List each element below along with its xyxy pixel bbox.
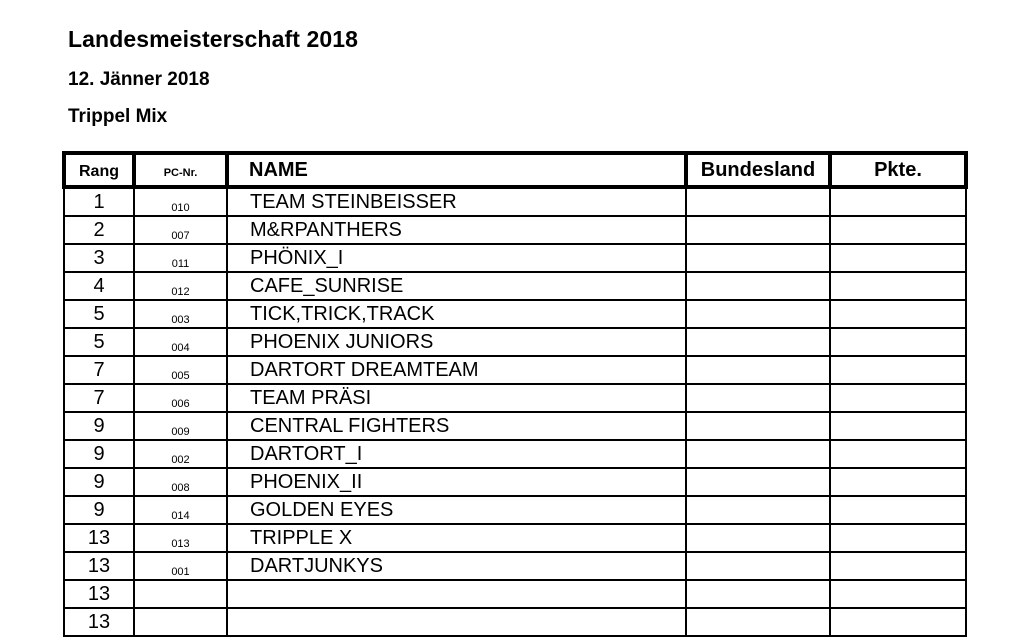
- rang-cell: 13: [64, 552, 134, 580]
- pc-nr-cell: 005: [134, 356, 227, 384]
- rang-cell: 5: [64, 300, 134, 328]
- rang-cell: 4: [64, 272, 134, 300]
- table-row: [64, 384, 966, 412]
- rang-cell: 13: [64, 608, 134, 636]
- bundesland-cell: [686, 524, 830, 552]
- table-row: [64, 272, 966, 300]
- pc-nr-cell: [134, 580, 227, 608]
- pc-nr-cell: [134, 608, 227, 636]
- bundesland-cell: [686, 300, 830, 328]
- rang-cell: 13: [64, 524, 134, 552]
- team-name-cell: CENTRAL FIGHTERS: [227, 412, 686, 440]
- pc-nr-cell: 014: [134, 496, 227, 524]
- table-row: [64, 608, 966, 636]
- pc-nr-cell: 001: [134, 552, 227, 580]
- pc-nr-cell: 004: [134, 328, 227, 356]
- rang-cell: 9: [64, 496, 134, 524]
- rang-cell: 7: [64, 384, 134, 412]
- rang-cell: 9: [64, 412, 134, 440]
- pc-nr-cell: 013: [134, 524, 227, 552]
- team-name-cell: CAFE_SUNRISE: [227, 272, 686, 300]
- team-name-cell: PHÖNIX_I: [227, 244, 686, 272]
- team-name-cell: GOLDEN EYES: [227, 496, 686, 524]
- document-title: Landesmeisterschaft 2018: [68, 26, 359, 52]
- pc-nr-cell: 012: [134, 272, 227, 300]
- team-name-cell: PHOENIX_II: [227, 468, 686, 496]
- results-table: [62, 151, 968, 637]
- bundesland-cell: [686, 440, 830, 468]
- pc-nr-cell: 011: [134, 244, 227, 272]
- table-row: [64, 524, 966, 552]
- team-name-cell: [227, 580, 686, 608]
- results-table-body: [64, 187, 966, 636]
- points-cell: [830, 272, 966, 300]
- table-row: [64, 468, 966, 496]
- pc-nr-cell: 006: [134, 384, 227, 412]
- column-header-rang: Rang: [64, 153, 134, 187]
- document-category: Trippel Mix: [68, 106, 168, 127]
- pc-nr-cell: 007: [134, 216, 227, 244]
- bundesland-cell: [686, 608, 830, 636]
- bundesland-cell: [686, 187, 830, 216]
- table-row: [64, 580, 966, 608]
- points-cell: [830, 496, 966, 524]
- column-header-bundesland: Bundesland: [686, 153, 830, 187]
- bundesland-cell: [686, 356, 830, 384]
- table-row: [64, 328, 966, 356]
- points-cell: [830, 300, 966, 328]
- team-name-cell: TEAM PRÄSI: [227, 384, 686, 412]
- header-row: [64, 153, 966, 187]
- table-row: [64, 216, 966, 244]
- points-cell: [830, 244, 966, 272]
- table-row: [64, 244, 966, 272]
- column-header-pkte: Pkte.: [830, 153, 966, 187]
- points-cell: [830, 524, 966, 552]
- bundesland-cell: [686, 580, 830, 608]
- pc-nr-cell: 009: [134, 412, 227, 440]
- team-name-cell: TICK,TRICK,TRACK: [227, 300, 686, 328]
- rang-cell: 9: [64, 468, 134, 496]
- rang-cell: 1: [64, 187, 134, 216]
- bundesland-cell: [686, 552, 830, 580]
- results-table-container: [62, 151, 966, 633]
- team-name-cell: DARTJUNKYS: [227, 552, 686, 580]
- points-cell: [830, 552, 966, 580]
- column-header-pc-nr: PC-Nr.: [134, 153, 227, 187]
- team-name-cell: DARTORT DREAMTEAM: [227, 356, 686, 384]
- bundesland-cell: [686, 412, 830, 440]
- document-date: 12. Jänner 2018: [68, 69, 210, 90]
- table-row: [64, 412, 966, 440]
- points-cell: [830, 328, 966, 356]
- bundesland-cell: [686, 216, 830, 244]
- table-row: [64, 300, 966, 328]
- team-name-cell: M&RPANTHERS: [227, 216, 686, 244]
- table-row: [64, 496, 966, 524]
- points-cell: [830, 384, 966, 412]
- pc-nr-cell: 003: [134, 300, 227, 328]
- rang-cell: 13: [64, 580, 134, 608]
- bundesland-cell: [686, 272, 830, 300]
- rang-cell: 5: [64, 328, 134, 356]
- rang-cell: 9: [64, 440, 134, 468]
- table-row: [64, 187, 966, 216]
- table-row: [64, 356, 966, 384]
- rang-cell: 2: [64, 216, 134, 244]
- points-cell: [830, 187, 966, 216]
- bundesland-cell: [686, 496, 830, 524]
- table-row: [64, 552, 966, 580]
- bundesland-cell: [686, 384, 830, 412]
- rang-cell: 7: [64, 356, 134, 384]
- points-cell: [830, 468, 966, 496]
- points-cell: [830, 608, 966, 636]
- points-cell: [830, 216, 966, 244]
- team-name-cell: DARTORT_I: [227, 440, 686, 468]
- pc-nr-cell: 010: [134, 187, 227, 216]
- results-table-header: [64, 153, 966, 187]
- column-header-name: NAME: [227, 153, 686, 187]
- team-name-cell: [227, 608, 686, 636]
- team-name-cell: TEAM STEINBEISSER: [227, 187, 686, 216]
- team-name-cell: PHOENIX JUNIORS: [227, 328, 686, 356]
- bundesland-cell: [686, 468, 830, 496]
- pc-nr-cell: 008: [134, 468, 227, 496]
- points-cell: [830, 580, 966, 608]
- rang-cell: 3: [64, 244, 134, 272]
- team-name-cell: TRIPPLE X: [227, 524, 686, 552]
- points-cell: [830, 440, 966, 468]
- table-row: [64, 440, 966, 468]
- pc-nr-cell: 002: [134, 440, 227, 468]
- points-cell: [830, 412, 966, 440]
- bundesland-cell: [686, 328, 830, 356]
- bundesland-cell: [686, 244, 830, 272]
- points-cell: [830, 356, 966, 384]
